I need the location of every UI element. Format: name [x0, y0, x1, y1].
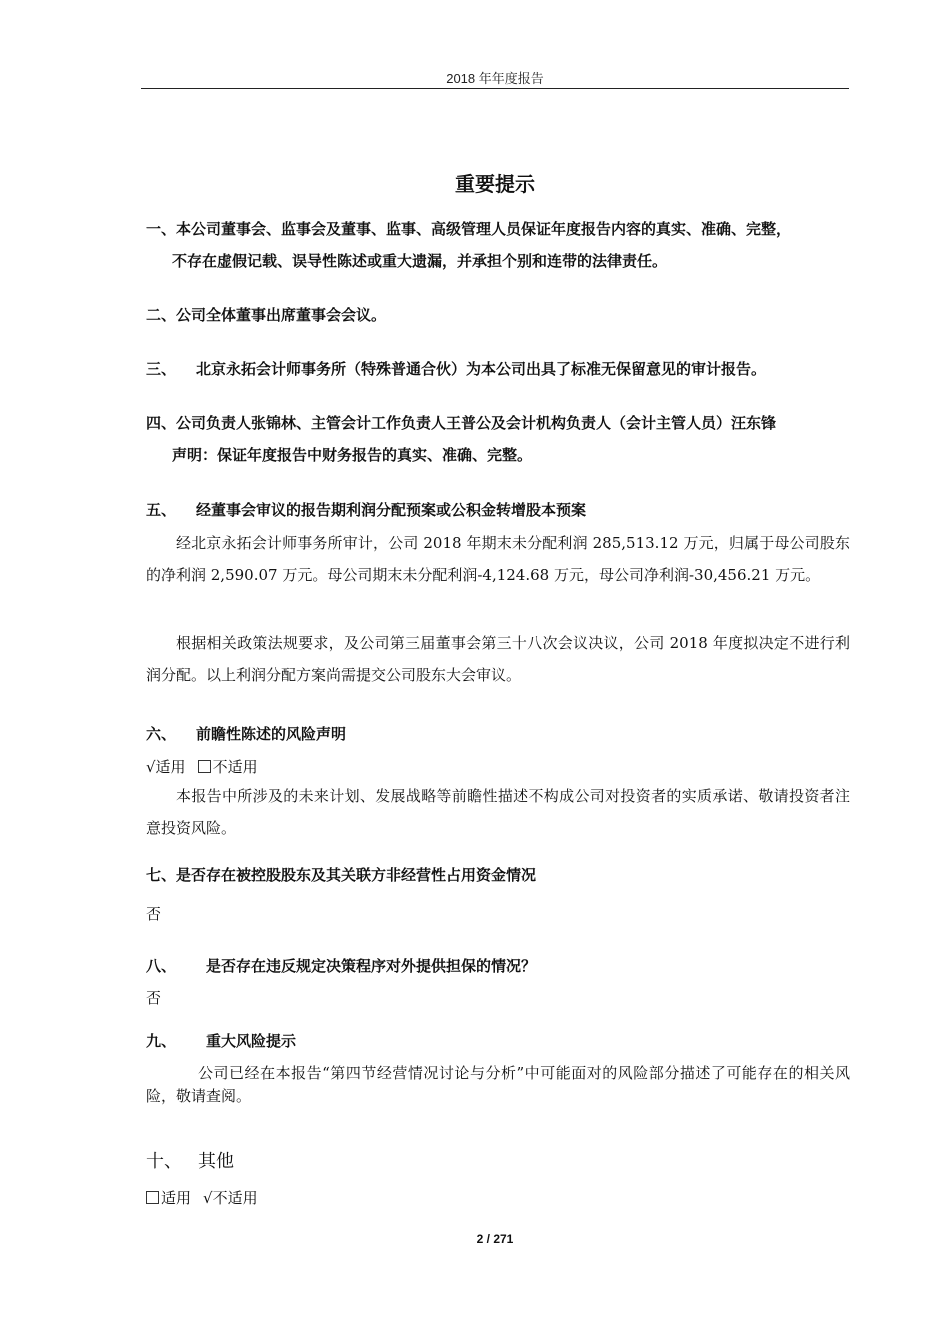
- section-2: [146, 299, 850, 331]
- section-10-heading: [146, 1148, 850, 1176]
- section-6-number: 六、: [146, 725, 177, 743]
- page-number: 2 / 271: [476, 1232, 514, 1246]
- section-7-heading: [146, 859, 850, 891]
- section-6-paragraph: 本报告中所涉及的未来计划、发展战略等前瞻性描述不构成公司对投资者的实质承诺、敬请投资者注意投资风险。: [146, 787, 850, 837]
- unchecked-box-icon: [146, 1191, 159, 1204]
- section-2-text: 公司全体董事出席董事会会议。: [176, 306, 387, 324]
- section-6-text: 前瞻性陈述的风险声明: [196, 725, 347, 743]
- section-9-text: 重大风险提示: [206, 1032, 297, 1050]
- section-7-answer: 否: [146, 905, 162, 923]
- section-9-paragraph: 公司已经在本报告“第四节经营情况讨论与分析”中可能面对的风险部分描述了可能存在的相关风险，敬请查阅。: [146, 1064, 850, 1105]
- section-7-number: 七、: [146, 866, 177, 884]
- section-4-line1: 公司负责人张锦林、主管会计工作负责人王普公及会计机构负责人（会计主管人员）汪东锋: [176, 414, 777, 432]
- not-applicable-option: 不适用: [212, 758, 258, 776]
- section-6-options: [146, 755, 850, 779]
- not-applicable-option-checked: √不适用: [203, 1189, 258, 1207]
- section-1-line1: 本公司董事会、监事会及董事、监事、高级管理人员保证年度报告内容的真实、准确、完整，: [176, 220, 792, 238]
- section-4-line2: 声明：保证年度报告中财务报告的真实、准确、完整。: [172, 446, 533, 464]
- page-title: 重要提示: [455, 172, 535, 196]
- section-8-answer: 否: [146, 989, 162, 1007]
- section-8-text: 是否存在违反规定决策程序对外提供担保的情况？: [206, 957, 537, 975]
- section-7-text: 是否存在被控股股东及其关联方非经营性占用资金情况: [176, 866, 537, 884]
- section-1: [146, 213, 850, 277]
- section-6-heading: [146, 718, 850, 750]
- section-8-number: 八、: [146, 957, 177, 975]
- section-2-number: 二、: [146, 306, 177, 324]
- section-10-number: 十、: [146, 1151, 182, 1172]
- section-5-paragraph-2: 根据相关政策法规要求，及公司第三届董事会第三十八次会议决议，公司 2018 年度拟决定不进行利润分配。以上利润分配方案尚需提交公司股东大会审议。: [146, 634, 850, 684]
- section-5-heading: [146, 494, 850, 526]
- section-1-number: 一、: [146, 220, 177, 238]
- applicable-option-checked: √适用: [146, 758, 186, 776]
- applicable-option: 适用: [161, 1189, 192, 1207]
- section-1-line2: 不存在虚假记载、误导性陈述或重大遗漏，并承担个别和连带的法律责任。: [172, 252, 668, 270]
- page-header: 2018 年年度报告: [446, 71, 544, 86]
- section-10-options: [146, 1186, 850, 1210]
- section-10-text: 其他: [198, 1151, 234, 1172]
- section-5-paragraph-1: 经北京永拓会计师事务所审计，公司 2018 年期末未分配利润 285,513.12 万元，归属于母公司股东的净利润 2,590.07 万元。母公司期末未分配利润-4,124.68 万元，母公司净利润-30,456.21 万元。: [146, 534, 850, 584]
- section-3: [146, 353, 850, 385]
- section-4: [146, 407, 850, 471]
- section-3-number: 三、: [146, 360, 177, 378]
- unchecked-box-icon: [198, 760, 211, 773]
- section-5-text: 经董事会审议的报告期利润分配预案或公积金转增股本预案: [196, 501, 587, 519]
- section-9-number: 九、: [146, 1032, 177, 1050]
- section-3-text: 北京永拓会计师事务所（特殊普通合伙）为本公司出具了标准无保留意见的审计报告。: [196, 360, 767, 378]
- section-8-heading: [146, 950, 850, 982]
- section-5-number: 五、: [146, 501, 177, 519]
- section-9-heading: [146, 1025, 850, 1057]
- section-4-number: 四、: [146, 414, 177, 432]
- header-divider: [141, 88, 849, 89]
